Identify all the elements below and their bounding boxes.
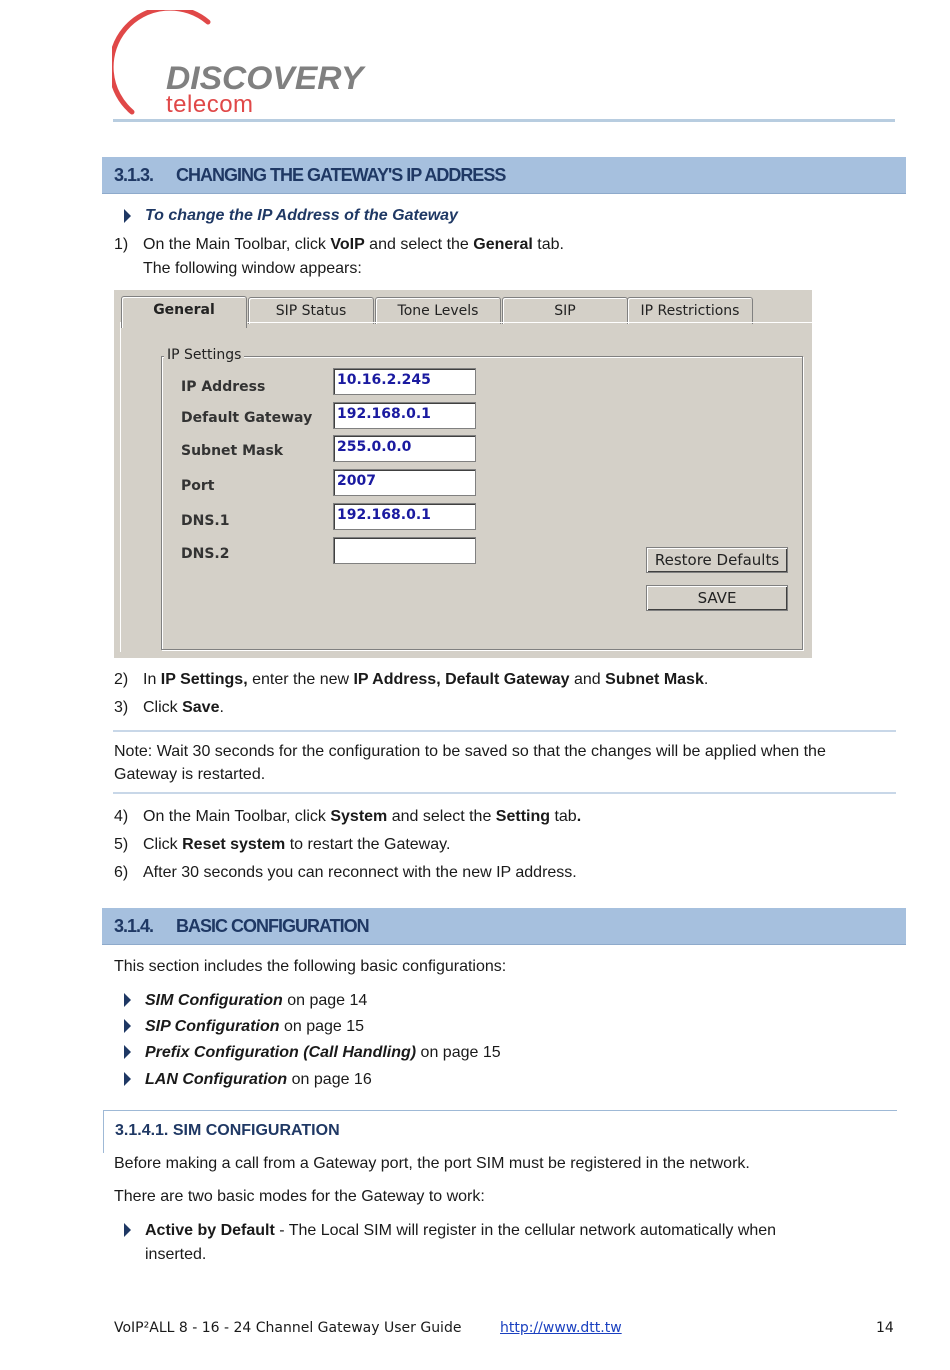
config-link-sip[interactable] <box>145 1017 364 1037</box>
step-number: 2) <box>114 671 129 688</box>
step-4-text <box>143 807 581 827</box>
step-keyword: IP Settings, <box>160 671 248 688</box>
config-link-prefix[interactable] <box>145 1043 501 1063</box>
step-keyword: . <box>576 808 582 825</box>
step-number: 6) <box>114 864 129 881</box>
step-3 <box>114 698 128 718</box>
dns2-label: DNS.2 <box>181 546 230 562</box>
step-2-text <box>143 670 708 690</box>
subnet-mask-input[interactable]: 255.0.0.0 <box>333 435 476 462</box>
step-number: 4) <box>114 808 129 825</box>
step-text: tab <box>550 808 577 825</box>
link-page: on page 16 <box>287 1071 372 1088</box>
tab-sip[interactable]: SIP <box>502 297 628 324</box>
step-text: enter the new <box>247 671 354 688</box>
bullet-arrow-icon <box>124 1045 131 1059</box>
tab-sip-status[interactable]: SIP Status <box>248 297 374 324</box>
tab-general[interactable]: General <box>121 296 247 328</box>
config-link-lan[interactable] <box>145 1070 372 1090</box>
gateway-settings-window <box>114 290 812 658</box>
section-heading-bar <box>102 157 906 194</box>
step-3-text <box>143 698 224 718</box>
subsection-title: 3.1.4.1. SIM CONFIGURATION <box>115 1122 340 1139</box>
step-text: In <box>143 671 161 688</box>
step-text: tab. <box>532 236 564 253</box>
link-page: on page 15 <box>416 1044 501 1061</box>
link-page: on page 14 <box>282 992 368 1009</box>
footer-guide-title: VoIP²ALL 8 - 16 - 24 Channel Gateway User Guide <box>114 1320 462 1336</box>
step-number: 3) <box>114 699 129 716</box>
ip-address-input[interactable]: 10.16.2.245 <box>333 368 476 395</box>
procedure-arrow-icon <box>124 209 131 223</box>
step-text: and <box>569 671 606 688</box>
mode-bullet-line2: inserted. <box>145 1246 207 1263</box>
step-text: Click <box>143 836 183 853</box>
note-top-rule <box>113 730 896 732</box>
section-intro: This section includes the following basic configurations: <box>114 958 507 975</box>
note-line-2: Gateway is restarted. <box>114 766 266 783</box>
step-text: Click <box>143 699 183 716</box>
step-6-text: After 30 seconds you can reconnect with the new IP address. <box>143 864 577 881</box>
page-number: 14 <box>876 1320 894 1336</box>
save-button[interactable]: SAVE <box>646 585 788 611</box>
bullet-arrow-icon <box>124 1223 131 1237</box>
dns1-input[interactable]: 192.168.0.1 <box>333 503 476 530</box>
header-divider <box>113 119 895 122</box>
bullet-arrow-icon <box>124 1019 131 1033</box>
step-keyword: VoIP <box>330 236 365 253</box>
step-keyword: Reset system <box>182 836 286 853</box>
group-label: IP Settings <box>164 347 244 363</box>
default-gateway-input[interactable]: 192.168.0.1 <box>333 402 476 429</box>
ip-address-label: IP Address <box>181 379 266 395</box>
subnet-mask-label: Subnet Mask <box>181 443 284 459</box>
mode-name: Active by Default <box>145 1222 275 1239</box>
step-number: 1) <box>114 236 129 253</box>
step-5 <box>114 835 128 855</box>
subsection-paragraph-2: There are two basic modes for the Gateway to work: <box>114 1188 485 1205</box>
pane-border <box>120 322 121 652</box>
restore-defaults-button[interactable]: Restore Defaults <box>646 547 788 573</box>
link-title[interactable]: LAN Configuration <box>145 1071 288 1088</box>
default-gateway-label: Default Gateway <box>181 410 313 426</box>
subsection-paragraph-1: Before making a call from a Gateway port, the port SIM must be registered in the network. <box>114 1155 750 1172</box>
step-text: to restart the Gateway. <box>285 836 451 853</box>
step-keyword: System <box>330 808 388 825</box>
procedure-title: To change the IP Address of the Gateway <box>145 207 458 224</box>
logo-wordmark: DISCOVERY <box>166 60 364 96</box>
port-input[interactable]: 2007 <box>333 469 476 496</box>
link-title[interactable]: SIM Configuration <box>145 992 283 1009</box>
step-number: 5) <box>114 836 129 853</box>
step-text: . <box>219 699 224 716</box>
step-text: . <box>703 671 709 688</box>
step-keyword: Save <box>182 699 220 716</box>
tab-tone-levels[interactable]: Tone Levels <box>375 297 501 324</box>
step-text: On the Main Toolbar, click <box>143 236 331 253</box>
link-page: on page 15 <box>279 1018 365 1035</box>
section-heading-bar <box>102 908 906 945</box>
step-keyword: General <box>473 236 533 253</box>
section-title: BASIC CONFIGURATION <box>176 916 369 936</box>
step-1-line2: The following window appears: <box>143 260 362 277</box>
step-text: and select the <box>387 808 496 825</box>
step-keyword: IP Address, Default Gateway <box>353 671 570 688</box>
step-1 <box>114 235 128 255</box>
note-bottom-rule <box>113 792 896 794</box>
subsection-heading <box>103 1110 897 1153</box>
step-text: and select the <box>364 236 474 253</box>
footer-url-link[interactable]: http://www.dtt.tw <box>500 1320 622 1336</box>
step-keyword: Subnet Mask <box>605 671 704 688</box>
link-title[interactable]: SIP Configuration <box>145 1018 280 1035</box>
step-5-text <box>143 835 450 855</box>
step-2 <box>114 670 128 690</box>
config-link-sim[interactable] <box>145 991 367 1011</box>
tab-strip-line <box>246 322 812 323</box>
mode-description: - The Local SIM will register in the cellular network automatically when <box>274 1222 777 1239</box>
mode-bullet <box>145 1221 776 1241</box>
step-text: On the Main Toolbar, click <box>143 808 331 825</box>
step-6 <box>114 863 128 883</box>
section-number: 3.1.3. <box>114 165 154 185</box>
dns1-label: DNS.1 <box>181 513 230 529</box>
step-4 <box>114 807 128 827</box>
note-line-1: Note: Wait 30 seconds for the configuration to be saved so that the changes will be applied when the <box>114 743 826 760</box>
step-keyword: Setting <box>495 808 551 825</box>
section-number: 3.1.4. <box>114 916 154 936</box>
port-label: Port <box>181 478 215 494</box>
section-title: CHANGING THE GATEWAY'S IP ADDRESS <box>176 165 506 185</box>
bullet-arrow-icon <box>124 993 131 1007</box>
link-title[interactable]: Prefix Configuration (Call Handling) <box>145 1044 417 1061</box>
bullet-arrow-icon <box>124 1072 131 1086</box>
dns2-input[interactable] <box>333 537 476 564</box>
logo-subtitle: telecom <box>166 91 254 118</box>
tab-ip-restrictions[interactable]: IP Restrictions <box>627 297 753 324</box>
step-1-text <box>143 235 564 255</box>
